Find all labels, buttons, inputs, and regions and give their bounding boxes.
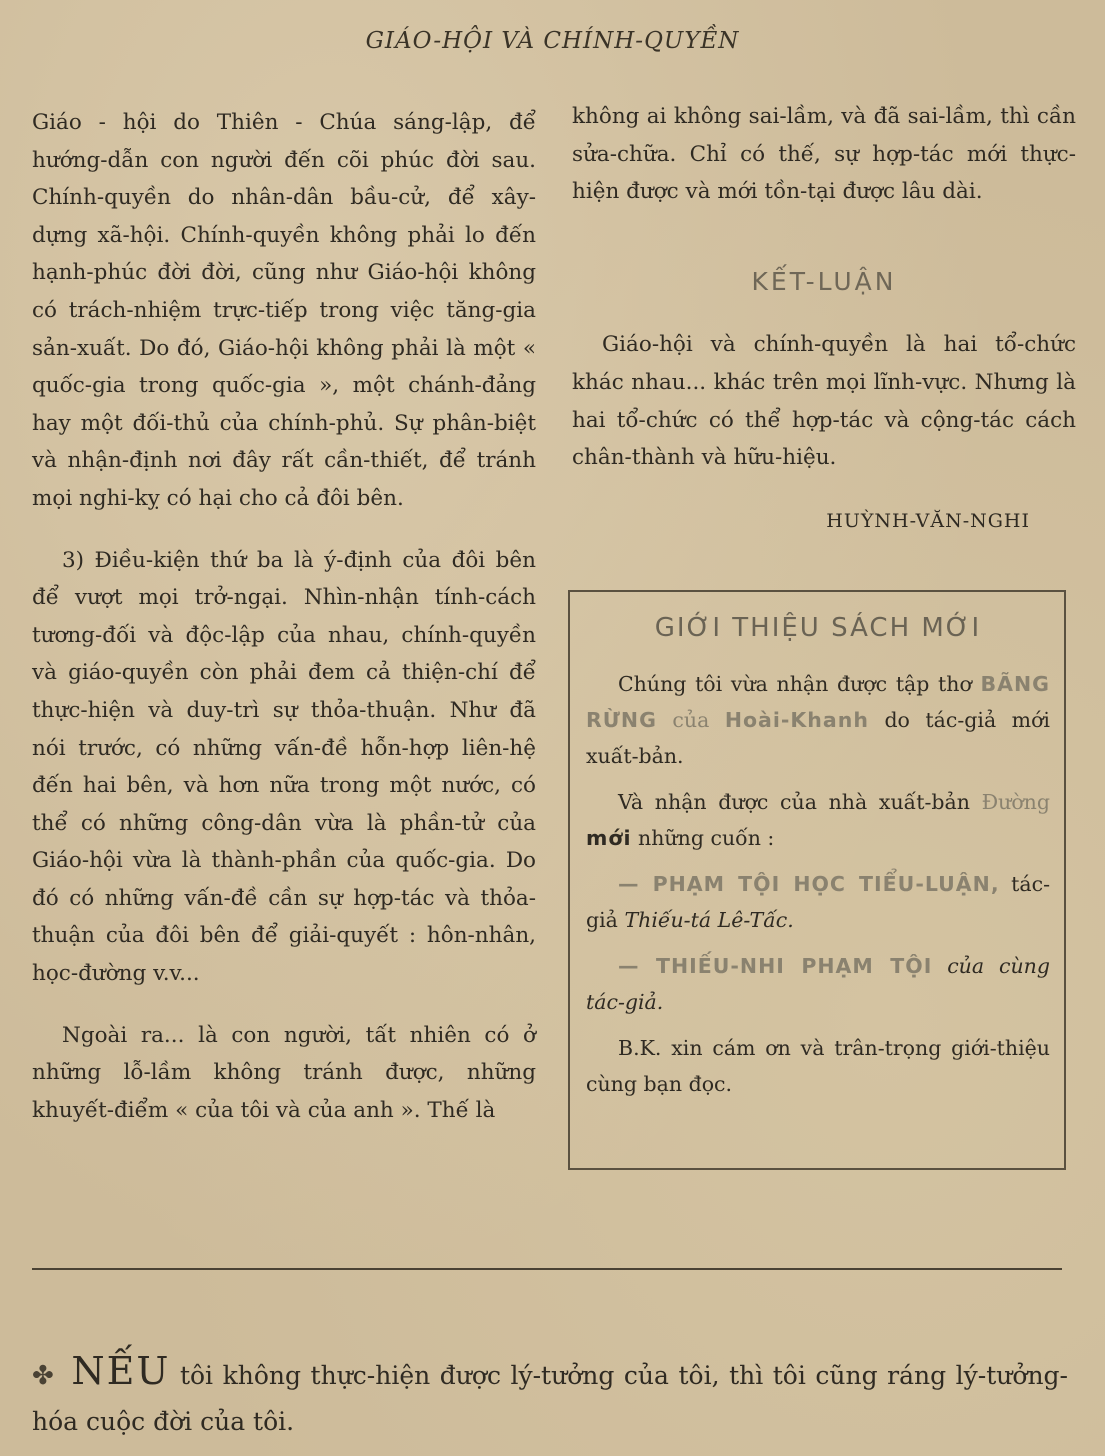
book-item-2 <box>586 948 1050 1020</box>
publisher-name-1: Đường <box>981 790 1050 814</box>
bottom-quote <box>32 1348 1068 1445</box>
right-column <box>572 98 1076 540</box>
announcement-text-end: do tác-giả mới xuất-bản. <box>586 708 1050 768</box>
running-header: GIÁO-HỘI VÀ CHÍNH-QUYỀN <box>365 28 740 54</box>
book-item-title: — THIẾU-NHI PHẠM TỘI <box>618 954 933 978</box>
announcement-text: Chúng tôi vừa nhận được tập thơ <box>618 672 972 696</box>
quote-text: tôi không thực-hiện được lý-tưởng của tôi, thì tôi cũng ráng lý-tưởng-hóa cuộc đời của tôi. <box>32 1361 1068 1436</box>
right-paragraph-1: không ai không sai-lầm, và đã sai-lầm, thì cần sửa-chữa. Chỉ có thế, sự hợp-tác mới thực-hiện được và mới tồn-tại được lâu dài. <box>572 104 1076 205</box>
book-thanks: B.K. xin cám ơn và trân-trọng giới-thiệu cùng bạn đọc. <box>586 1036 1050 1096</box>
book-announcement-2 <box>586 784 1050 856</box>
section-divider <box>32 1268 1062 1270</box>
book-title: BÃNG RỪNG <box>586 672 1050 732</box>
book-item-label: tác-giả <box>586 872 1050 932</box>
book-item-title: — PHẠM TỘI HỌC TIỂU-LUẬN, <box>618 872 1000 896</box>
left-paragraph-2: 3) Điều-kiện thứ ba là ý-định của đôi bên để vượt mọi trở-ngại. Nhìn-nhận tính-cách tương-đối và độc-lập của nhau, chính-quyền và giáo-quyền còn phải đem cả thiện-chí để thực-hiện và duy-trì sự thỏa-thuận. Như đã nói trước, có những vấn-đề hỗn-hợp liên-hệ đến hai bên, và hơn nữa trong một nước, có thể có những công-dân vừa là phần-tử của Giáo-hội vừa là thành-phần của quốc-gia. Do đó có những vấn-đề cần sự hợp-tác và thỏa-thuận của đôi bên để giải-quyết : hôn-nhân, học-đường v.v... <box>32 547 536 987</box>
fleuron-icon: ✤ <box>32 1361 54 1391</box>
conclusion-heading: KẾT-LUẬN <box>751 266 897 296</box>
book-item-1 <box>586 866 1050 938</box>
book-author: Hoài-Khanh <box>724 708 869 732</box>
publisher-name-2: mới <box>586 826 632 850</box>
new-books-box <box>568 590 1066 1170</box>
author-signature: HUỲNH-VĂN-NGHI <box>826 509 1030 532</box>
new-books-title: GIỚI THIỆU SÁCH MỚI <box>654 613 982 643</box>
book-item-author: của cùng tác-giả. <box>586 954 1050 1014</box>
book-of: của <box>672 708 710 732</box>
left-paragraph-1: Giáo - hội do Thiên - Chúa sáng-lập, để hướng-dẫn con người đến cõi phúc đời sau. Chính-quyền do nhân-dân bầu-cử, để xây-dựng xã-hội. Chính-quyền không phải lo đến hạnh-phúc đời đời, cũng như Giáo-hội không có trách-nhiệm trực-tiếp trong việc tăng-gia sản-xuất. Do đó, Giáo-hội không phải là một « quốc-gia trong quốc-gia », một chánh-đảng hay một đối-thủ của chính-phủ. Sự phân-biệt và nhận-định nơi đây rất cần-thiết, để tránh mọi nghi-kỵ có hại cho cả đôi bên. <box>32 110 536 511</box>
book-item-author: Thiếu-tá Lê-Tấc. <box>624 908 794 932</box>
conclusion-paragraph: Giáo-hội và chính-quyền là hai tổ-chức khác nhau... khác trên mọi lĩnh-vực. Nhưng là hai tổ-chức có thể hợp-tác và cộng-tác cách chân-thành và hữu-hiệu. <box>572 332 1076 471</box>
left-paragraph-3: Ngoài ra... là con người, tất nhiên có ở những lỗ-lầm không tránh được, những khuyết-điểm « của tôi và của anh ». Thế là <box>32 1022 536 1123</box>
book-announcement-1 <box>586 666 1050 774</box>
announcement-text-end: những cuốn : <box>638 826 775 850</box>
left-column <box>32 104 536 1153</box>
quote-lead-word: NẾU <box>71 1349 171 1393</box>
announcement-text: Và nhận được của nhà xuất-bản <box>618 790 970 814</box>
